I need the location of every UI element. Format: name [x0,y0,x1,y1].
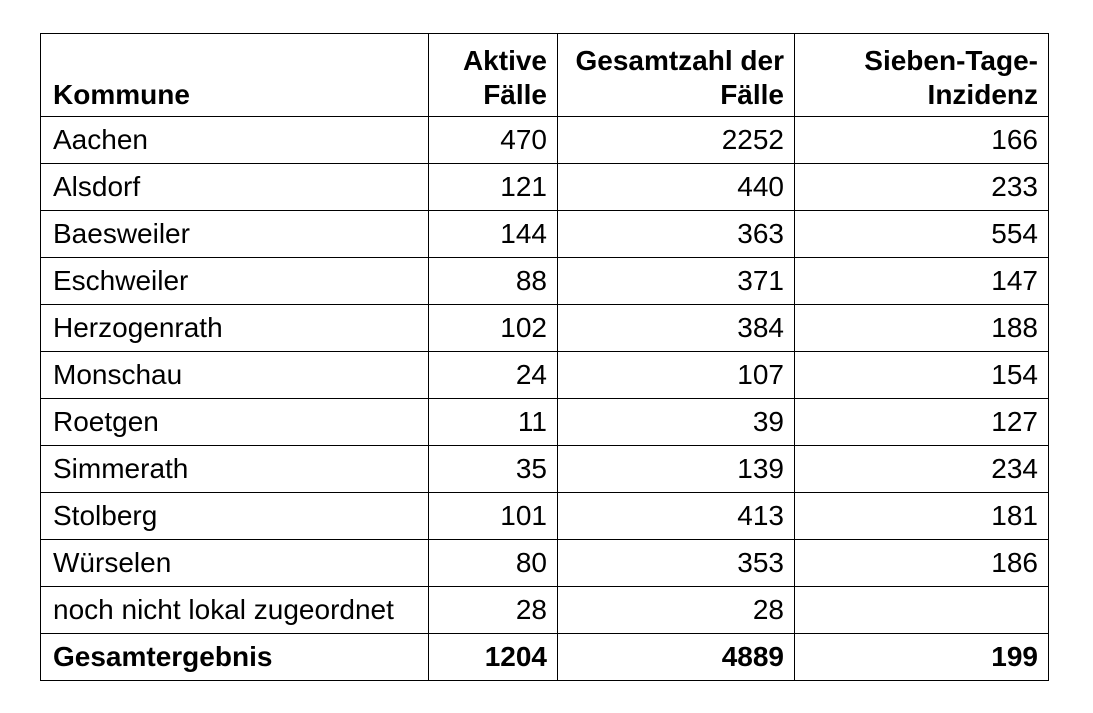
table-row [41,211,1049,258]
total-aktive: 1204 [429,634,558,681]
total-label: Gesamtergebnis [41,634,429,681]
cell-gesamt: 413 [558,493,795,540]
cell-inzidenz: 166 [795,117,1049,164]
cell-inzidenz: 233 [795,164,1049,211]
header-aktive-faelle [429,34,558,117]
cell-inzidenz: 127 [795,399,1049,446]
table-row [41,399,1049,446]
cell-kommune: Baesweiler [41,211,429,258]
table-row [41,446,1049,493]
header-inzidenz-line1: Sieben-Tage- [864,45,1038,76]
cell-inzidenz: 554 [795,211,1049,258]
cell-gesamt: 371 [558,258,795,305]
cell-kommune: noch nicht lokal zugeordnet [41,587,429,634]
table-row [41,305,1049,352]
cell-aktive: 35 [429,446,558,493]
total-inzidenz: 199 [795,634,1049,681]
cell-gesamt: 2252 [558,117,795,164]
cell-aktive: 88 [429,258,558,305]
header-kommune: Kommune [41,34,429,117]
header-gesamt-line1: Gesamtzahl der [575,45,784,76]
cell-gesamt: 384 [558,305,795,352]
cell-gesamt: 107 [558,352,795,399]
header-gesamtzahl [558,34,795,117]
cell-aktive: 102 [429,305,558,352]
cell-kommune: Alsdorf [41,164,429,211]
cell-kommune: Würselen [41,540,429,587]
cell-inzidenz: 147 [795,258,1049,305]
cell-gesamt: 139 [558,446,795,493]
cell-aktive: 11 [429,399,558,446]
cell-aktive: 80 [429,540,558,587]
table-row [41,493,1049,540]
cell-gesamt: 353 [558,540,795,587]
header-row [41,34,1049,117]
table-row [41,258,1049,305]
table-row [41,164,1049,211]
cell-kommune: Aachen [41,117,429,164]
case-table [40,33,1049,681]
header-gesamt-line2: Fälle [720,79,784,110]
header-aktive-line2: Fälle [483,79,547,110]
cell-kommune: Herzogenrath [41,305,429,352]
table-row [41,540,1049,587]
cell-aktive: 28 [429,587,558,634]
cell-gesamt: 28 [558,587,795,634]
cell-aktive: 470 [429,117,558,164]
cell-kommune: Eschweiler [41,258,429,305]
cell-inzidenz [795,587,1049,634]
cell-inzidenz: 188 [795,305,1049,352]
cell-inzidenz: 234 [795,446,1049,493]
case-table-container [40,33,1048,681]
total-row [41,634,1049,681]
header-inzidenz [795,34,1049,117]
cell-gesamt: 440 [558,164,795,211]
cell-aktive: 101 [429,493,558,540]
cell-kommune: Roetgen [41,399,429,446]
header-inzidenz-line2: Inzidenz [927,79,1038,110]
cell-inzidenz: 186 [795,540,1049,587]
cell-kommune: Monschau [41,352,429,399]
total-gesamt: 4889 [558,634,795,681]
cell-aktive: 24 [429,352,558,399]
table-row [41,352,1049,399]
cell-kommune: Simmerath [41,446,429,493]
cell-kommune: Stolberg [41,493,429,540]
table-row [41,587,1049,634]
header-aktive-line1: Aktive [462,45,547,76]
cell-gesamt: 39 [558,399,795,446]
cell-inzidenz: 154 [795,352,1049,399]
table-row [41,117,1049,164]
cell-gesamt: 363 [558,211,795,258]
cell-inzidenz: 181 [795,493,1049,540]
cell-aktive: 121 [429,164,558,211]
cell-aktive: 144 [429,211,558,258]
